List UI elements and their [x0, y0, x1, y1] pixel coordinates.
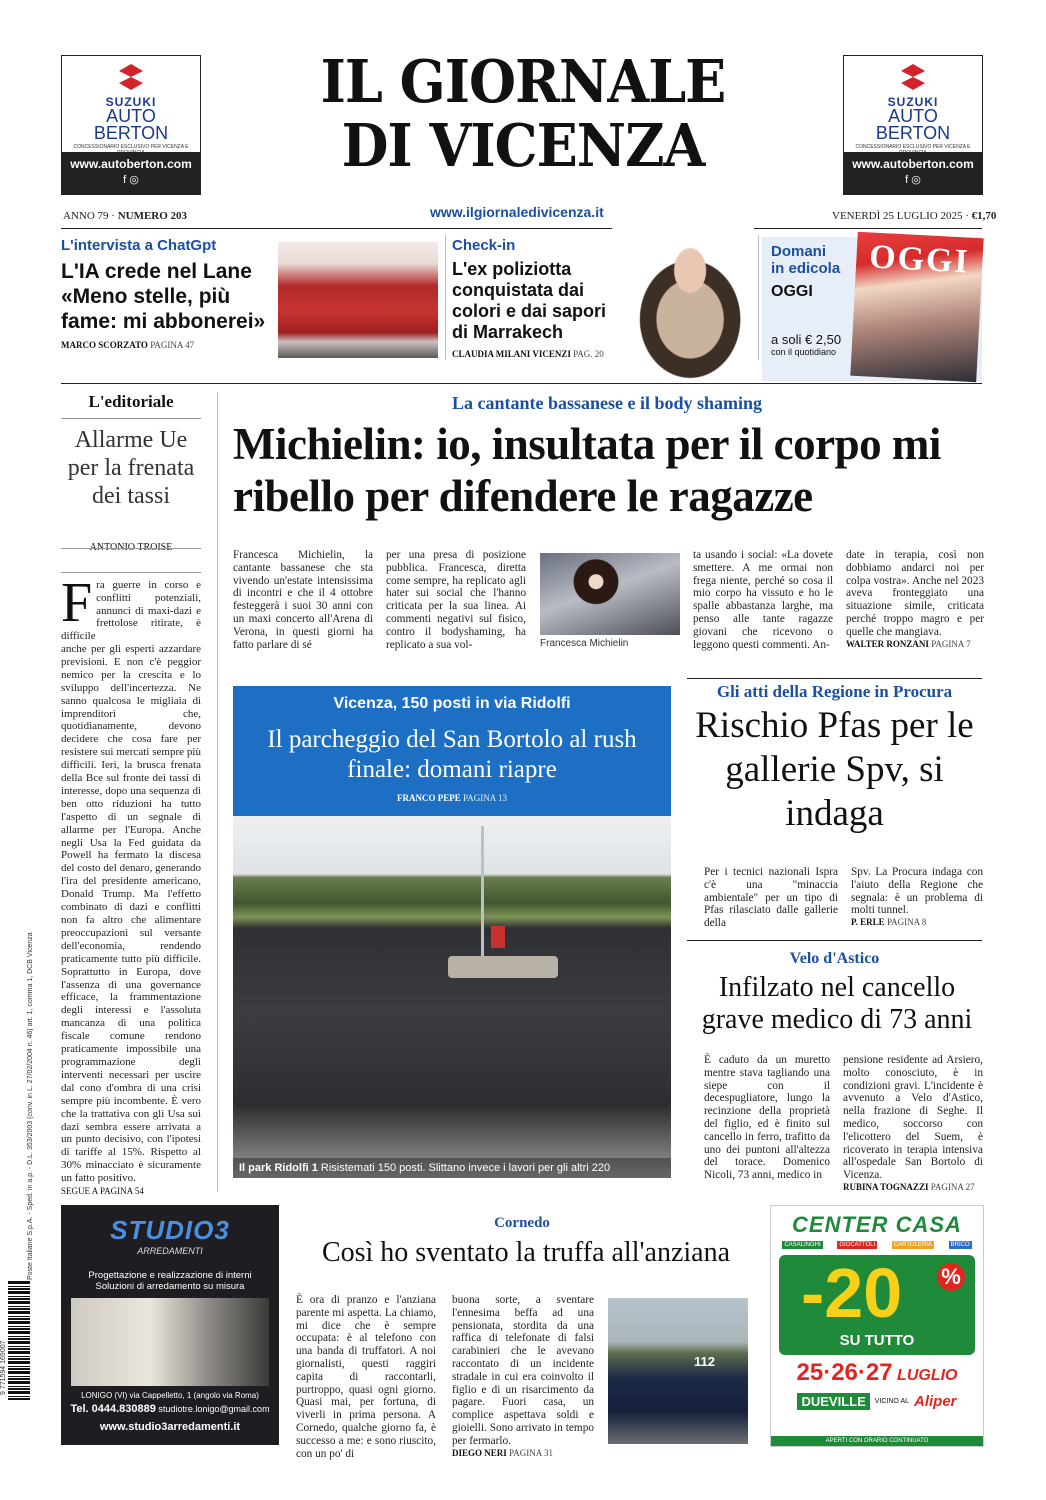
cornedo-col1: È ora di pranzo e l'anziana parente mi aspetta. La chiamo, mi dice che è sempre occupata: è al telefono con una banda di truffatori. A noi giornalisti, questi raggiri capita di raccontarli, purtroppo, quasi ogni giorno. Quasi mai, per fortuna, di viverli in prima persona. A Cornedo, qualche giorno fa, è successo a me: e sono riuscito, con un po' di	[296, 1294, 436, 1460]
postal-notice: Poste Italiane S.p.A. - Sped. in a.p. - D.L. 353/2003 (conv. in L. 27/02/2004 n. 46) art. 1, comma 1, DCB Vicenza	[27, 932, 34, 1280]
masthead-line1: IL GIORNALE	[320, 45, 726, 117]
cornedo-col2: buona sorte, a sventare l'ennesima beffa ad una pensionata, stordita da una raffica di telefonate di falsi carabinieri che le avevano raccontato di un incidente stradale in cui era coinvolto il figlio e di un risarcimento da pagare. Fuori casa, un complice aspettava soldi e gioielli. Sono arrivato in tempo per fermarlo. DIEGO NERI PAGINA 31	[452, 1294, 594, 1458]
oggi-price: a soli € 2,50	[771, 332, 842, 347]
studio3-logo: STUDIO3	[110, 1215, 230, 1245]
divider	[61, 548, 201, 549]
interior-photo	[71, 1298, 269, 1386]
suzuki-brand: SUZUKI	[887, 95, 939, 109]
anno: ANNO 79	[63, 210, 109, 222]
parking-title: Il parcheggio del San Bortolo al rush finale: domani riapre	[267, 726, 637, 783]
issue-date: VENERDÌ 25 LUGLIO 2025 · €1,70	[832, 210, 997, 222]
planter	[448, 956, 558, 978]
pfas-col2: Spv. La Procura indaga con l'aiuto della Regione che segnala: è un problema di molti tunnel. P. ERLE PAGINA 8	[851, 866, 983, 928]
auto-text: AUTO	[888, 106, 938, 126]
barcode-number: 9 771594 169007	[0, 1340, 7, 1395]
oggi-title: OGGI	[771, 283, 813, 300]
studio3-ad[interactable]: STUDIO3 ARREDAMENTI Progettazione e realizzazione di interni Soluzioni di arredamento su misura LONIGO (VI) via Cappelletto, 1 (angolo via Roma) Tel. 0444.830889 studiotre.lonigo@gmail.com www.studio3arredamenti.it	[61, 1205, 279, 1445]
divider	[217, 392, 218, 1192]
parking-caption: Il park Ridolfi 1 Risistemati 150 posti. Slittano invece i lavori per gli altri 220	[233, 1158, 671, 1178]
divider	[687, 940, 982, 941]
suzuki-ad-left[interactable]	[61, 55, 201, 195]
teaser-checkin[interactable]	[452, 237, 622, 359]
pfas-title[interactable]: Rischio Pfas per le gallerie Spv, si indaga	[695, 705, 974, 834]
editorial-kicker: L'editoriale	[88, 392, 174, 411]
parking-photo	[233, 816, 671, 1178]
velo-title[interactable]: Infilzato nel cancello grave medico di 73 anni	[701, 972, 973, 1035]
suzuki-logo-icon	[898, 62, 928, 92]
price: €1,70	[971, 210, 997, 222]
suzuki-url[interactable]: www.autoberton.com	[70, 157, 192, 171]
oggi-cover: OGGI	[850, 232, 983, 382]
suzuki-logo-icon	[116, 62, 146, 92]
lead-col1: Francesca Michielin, la cantante bassanese che sta vivendo un'estate intensissima di incontri e che il 4 ottobre festeggerà i suoi 30 anni con un maxi concerto all'Arena di Verona, in questi giorni ha fatto parlare di sé	[233, 549, 373, 651]
teaser-chatgpt[interactable]	[61, 237, 271, 350]
centercasa-logo: CENTER CASA	[792, 1212, 962, 1237]
site-url[interactable]: www.ilgiornaledivicenza.it	[430, 204, 604, 220]
divider	[61, 228, 982, 229]
berton-text: BERTON	[93, 123, 169, 143]
teaser-byline: MARCO SCORZATO PAGINA 47	[61, 340, 195, 350]
issue-info: ANNO 79 · NUMERO 203	[63, 210, 188, 222]
teaser-kicker: Check-in	[452, 237, 516, 254]
teaser-oggi[interactable]	[762, 237, 982, 381]
suzuki-footer	[844, 152, 982, 194]
red-marker	[491, 926, 505, 948]
berton-text: BERTON	[875, 123, 951, 143]
photo-caption: Francesca Michielin	[540, 638, 629, 649]
suzuki-tagline: CONCESSIONARIO ESCLUSIVO PER VICENZA E	[73, 144, 189, 150]
parking-story[interactable]	[233, 686, 671, 1178]
editorial[interactable]	[61, 392, 201, 1196]
lead-kicker: La cantante bassanese e il body shaming	[451, 393, 763, 413]
divider	[758, 235, 759, 360]
barcode	[8, 1280, 30, 1400]
suzuki-footer	[62, 152, 200, 194]
suzuki-ad-right[interactable]	[843, 55, 983, 195]
numero: NUMERO 203	[117, 210, 188, 222]
editorial-body: F ra guerre in corso e conflitti potenziali, annunci di maxi-dazi e frettolose ritirate, è difficile anche per gli esperti azzardare previsioni. E non c'è peggior nemico per la crescita e lo sviluppo dell'incertezza. Ne sanno qualcosa le migliaia di imprenditori che, quotidianamente, devono decidere che cosa fare per resistere sui mercati sempre più difficili. Ieri, la brusca frenata della Bce sul fronte dei tassi di interesse, dopo una sequenza di ben otto riduzioni ha tutto l'aspetto di un segnale di allarme per l'Europa. Anche negli Usa la Fed guidata da Powell ha fermato la discesa del costo del denaro, generando l'ira del presidente americano, Donald Trump. Ma l'effetto combinato di dazi e conflitti non fa altro che alimentare preoccupazioni sul versante dell'economia, rendendo praticamente tutto più difficile. Soprattutto in Europa, dove l'assenza di una governance efficace, la frammentazione degli interessi e l'assoluta mancanza di una politica fiscale comune rendono praticamente impossibile una programmazione degli interventi necessari per uscire dal cono d'ombra di una crisi sempre più incombente. È vero che la trattativa con gli Usa sui dazi sembra essere arrivata a un punto decisivo, con l'ipotesi di tariffe al 15%. Rispetto al 30% minacciato è sicuramente un fatto positivo. SEGUE A PAGINA 54	[61, 579, 201, 1197]
velo-col1: È caduto da un muretto mentre stava tagliando una siepe con il decespugliatore, lungo la recinzione della proprietà del figlio, ed è finito sul cancello in ferro, trafitto da uno dei puntoni all'altezza del torace. Domenico Nicoli, 73 anni, medico in	[704, 1054, 830, 1182]
suzuki-url[interactable]: www.autoberton.com	[852, 157, 974, 171]
teaser-byline: CLAUDIA MILANI VICENZI PAG. 20	[452, 349, 604, 359]
discount-block: -20 % SU TUTTO	[779, 1255, 975, 1355]
parking-byline: FRANCO PEPE PAGINA 13	[397, 793, 507, 803]
cornedo-kicker: Cornedo	[494, 1215, 550, 1231]
divider	[687, 678, 982, 679]
masthead-logo[interactable]	[290, 45, 756, 181]
lead-title[interactable]: Michielin: io, insultata per il corpo mi ribello per difendere le ragazze	[233, 419, 941, 521]
lead-col3: ta usando i social: «La dovete smettere. A me ormai non frega niente, perché so cosa il mio corpo ha vissuto e ho le spalle abbastanza larghe, ma penso alle tante ragazze giovani che ricevono o leggono questi commenti. An-	[693, 549, 833, 651]
lead-col2: per una presa di posizione pubblica. Francesca, diretta come sempre, ha replicato agli hater sui social che l'hanno criticata per la sua linea. Ai commenti negativi sul fisico, contro il bodyshaming, ha replicato a sua vol-	[386, 549, 526, 651]
category-strip: CASALINGHI GIOCATTOLI CARTOLERIA BRICO	[784, 1242, 970, 1248]
velo-col2: pensione residente ad Arsiero, molto conosciuto, è in condizioni gravi. L'incidente è avvenuto a Velo d'Astico, nella frazione di Seghe. Il medico, soccorso con l'elicottero del Suem, è ricoverato in terapia intensiva all'ospedale San Bortolo di Vicenza. RUBINA TOGNAZZI PAGINA 27	[843, 1054, 983, 1192]
social-icons[interactable]: f ◎	[123, 174, 139, 186]
singer-photo	[540, 553, 680, 635]
social-icons[interactable]: f ◎	[905, 174, 921, 186]
divider	[61, 572, 201, 573]
woman-photo	[612, 228, 754, 380]
suzuki-tagline: CONCESSIONARIO ESCLUSIVO PER VICENZA E	[855, 144, 971, 150]
centercasa-ad[interactable]: CENTER CASA CASALINGHI GIOCATTOLI CARTOLERIA BRICO -20 % SU TUTTO 25·26·27 LUGLIO DUEVILLE VICINO AL Aliper APERTI CON ORARIO CONTINUATO	[770, 1205, 984, 1447]
auto-text: AUTO	[106, 106, 156, 126]
stadium-photo	[278, 242, 438, 358]
continue-link[interactable]: SEGUE A PAGINA 54	[61, 1186, 144, 1197]
divider	[445, 235, 446, 360]
pfas-kicker: Gli atti della Regione in Procura	[716, 682, 953, 701]
suzuki-brand: SUZUKI	[105, 95, 157, 109]
masthead-line2: DI VICENZA	[341, 109, 705, 181]
police-car-photo: 112	[608, 1298, 748, 1444]
divider	[61, 383, 982, 384]
teaser-kicker: L'intervista a ChatGpt	[61, 237, 217, 254]
editorial-title: Allarme Ue per la frenata dei tassi	[67, 427, 195, 509]
oggi-kicker: Domani in edicola	[771, 243, 841, 277]
studio3-url[interactable]: www.studio3arredamenti.it	[99, 1421, 241, 1433]
pfas-col1: Per i tecnici nazionali Ispra c'è una "minaccia ambientale" per un tipo di Pfas rilasciato dalle gallerie della	[704, 866, 838, 930]
teaser-title: L'IA crede nel Lane «Meno stelle, più fame: mi abbonerei»	[61, 260, 266, 333]
velo-kicker: Velo d'Astico	[789, 950, 880, 967]
cornedo-title[interactable]: Così ho sventato la truffa all'anziana	[321, 1237, 731, 1268]
dropcap: F	[61, 579, 93, 634]
lead-col4: date in terapia, così non dobbiamo andarci noi per colpa vostra». Anche nel 2023 aveva fronteggiato una situazione simile, criticata perché troppo magro e per quelle che mangiava. WALTER RONZANI PAGINA 7	[846, 549, 984, 649]
parking-kicker: Vicenza, 150 posti in via Ridolfi	[333, 695, 571, 712]
teaser-title: L'ex poliziotta conquistata dai colori e dai sapori di Marrakech	[452, 259, 607, 342]
divider	[61, 418, 201, 419]
oggi-note: con il quotidiano	[771, 347, 837, 357]
studio3-phone[interactable]: Tel. 0444.830889	[70, 1403, 156, 1415]
